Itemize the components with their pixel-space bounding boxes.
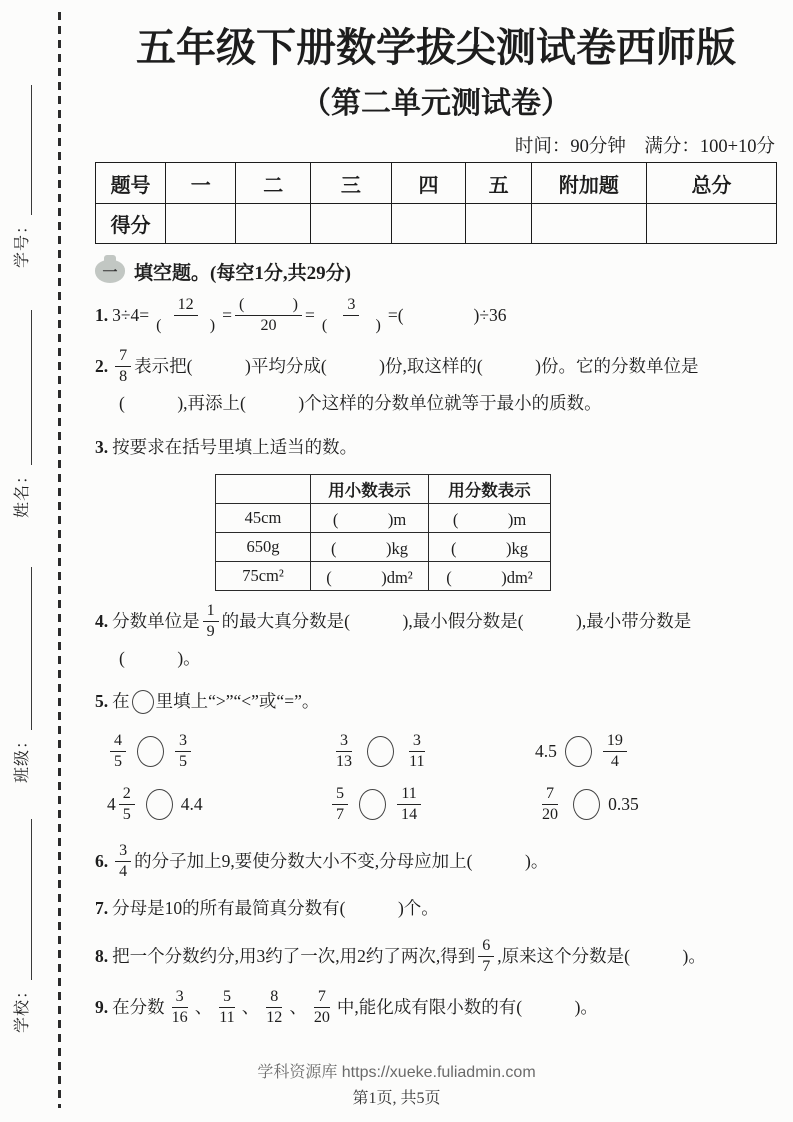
comparison-circle: [146, 789, 173, 820]
table-header-cell: 二: [236, 163, 311, 204]
comparison-item: [535, 731, 777, 772]
margin-field-student-id: [14, 85, 32, 268]
question-number: 4.: [95, 610, 109, 631]
question-6: [95, 841, 777, 882]
comparison-circle: [359, 789, 386, 820]
conversion-table-header-row: [216, 474, 551, 503]
time-score-info: 时间：90分钟 满分：100+10分: [514, 137, 775, 157]
question-text: [112, 892, 439, 925]
write-line: [29, 819, 32, 980]
fraction: $\frac{5}{11}$: [219, 987, 235, 1026]
text-run: 中,能化成有限小数的有( )。: [336, 996, 598, 1017]
section-title: 填空题。(每空1分,共29分): [134, 263, 351, 284]
table-header-cell: 用分数表示: [429, 474, 551, 503]
table-cell: [311, 204, 391, 244]
table-header-cell: 五: [466, 163, 531, 204]
text-run: =( )÷36: [387, 304, 507, 325]
table-cell: [646, 204, 776, 244]
comparison-item: [329, 784, 535, 825]
question-number: 1.: [95, 304, 109, 325]
table-cell: 650g: [216, 532, 311, 561]
question-2: [95, 346, 777, 420]
question-number: 2.: [95, 356, 109, 377]
fraction: $\frac{( )}{20}$: [235, 295, 302, 336]
text-run: 0.35: [608, 793, 639, 814]
question-number: 5.: [95, 691, 109, 712]
text-run: 的分子加上9,要使分数大小不变,分母应加上( )。: [134, 851, 549, 872]
question-text: [112, 936, 706, 977]
conversion-table-row: [216, 561, 551, 590]
question-7: [95, 892, 777, 925]
question-text: [112, 987, 598, 1028]
comparison-item: [535, 784, 777, 825]
fraction: $\frac{19}{4}$: [603, 731, 627, 772]
fraction: $\frac{3}{5}$: [175, 731, 191, 772]
table-cell: ( )m: [311, 503, 429, 532]
question-text: [112, 601, 691, 642]
table-cell: ( )dm²: [429, 561, 551, 590]
page-subtitle: （第二单元测试卷）: [301, 87, 571, 120]
score-table-score-row: [96, 204, 777, 244]
text-run: 、: [241, 996, 260, 1017]
unit-conversion-table: [215, 474, 551, 591]
section-badge-icon: 一: [95, 260, 125, 283]
write-line: [29, 85, 32, 215]
question-number: 7.: [95, 898, 109, 919]
fraction: $\frac{3}{16}$: [171, 987, 188, 1026]
question-number: 3.: [95, 436, 109, 457]
table-header-cell: 附加题: [531, 163, 646, 204]
page-title: 五年级下册数学拔尖测试卷西师版: [136, 25, 736, 70]
table-cell: ( )m: [429, 503, 551, 532]
fraction: $\frac{6}{7}$: [478, 936, 494, 977]
margin-field-label: 班级：: [14, 731, 31, 783]
question-number: 8.: [95, 945, 109, 966]
comparison-circle: [132, 690, 154, 714]
margin-field-label: 学校：: [14, 981, 31, 1033]
comparison-circle: [573, 789, 600, 820]
table-header-cell: 四: [391, 163, 466, 204]
question-text: [112, 841, 548, 882]
section-1-header: [95, 258, 777, 285]
comparison-circle: [565, 736, 592, 767]
text-run: =: [222, 304, 232, 325]
text-run: 4: [107, 793, 116, 814]
table-cell: [391, 204, 466, 244]
fraction: $\frac{5}{7}$: [332, 784, 348, 825]
question-text: [112, 295, 506, 336]
table-header-cell: 三: [311, 163, 391, 204]
table-header-cell: [216, 474, 311, 503]
score-row-label: 得分: [96, 204, 166, 244]
comparison-row: [95, 731, 777, 772]
margin-field-class: [14, 567, 32, 783]
comparison-circle: [137, 736, 164, 767]
text-run: 分数单位是: [112, 610, 200, 631]
comparison-circle: [367, 736, 394, 767]
table-cell: [166, 204, 236, 244]
fraction: $\frac{7}{20}$: [542, 784, 559, 823]
comparison-item: [329, 731, 535, 772]
table-cell: [531, 204, 646, 244]
table-cell: ( )kg: [429, 532, 551, 561]
text-run: 分母是10的所有最简真分数有( )个。: [112, 898, 439, 919]
conversion-table-row: [216, 503, 551, 532]
question-number: 6.: [95, 851, 109, 872]
dashed-cut-line: [58, 12, 61, 1108]
footer-site-url: 学科资源库 https://xueke.fuliadmin.com: [257, 1064, 536, 1081]
fraction: $\frac{8}{12}$: [266, 987, 283, 1026]
table-header-cell: 题号: [96, 163, 166, 204]
fraction: $\frac{2}{5}$: [119, 784, 135, 825]
margin-field-school: [14, 819, 32, 1033]
question-text: [112, 346, 698, 387]
write-line: [29, 310, 32, 465]
question-5: [95, 685, 777, 825]
page-footer: [0, 1059, 793, 1108]
fraction: $\frac{3}{11}$: [409, 731, 425, 770]
text-run: 的最大真分数是( ),最小假分数是( ),最小带分数是: [221, 610, 692, 631]
table-cell: 75cm²: [216, 561, 311, 590]
table-cell: [236, 204, 311, 244]
table-header-cell: 一: [166, 163, 236, 204]
fraction: $\frac{12}{( )}$: [156, 296, 216, 335]
text-run: =: [304, 304, 315, 325]
table-cell: ( )dm²: [311, 561, 429, 590]
text-run: 在分数: [112, 996, 165, 1017]
main-content: [95, 0, 777, 1028]
question-1: [95, 295, 777, 336]
text-run: 在: [112, 691, 130, 712]
margin-field-label: 姓名：: [14, 466, 31, 518]
comparison-row: [95, 784, 777, 825]
fraction: $\frac{1}{9}$: [203, 601, 219, 642]
text-run: 4.5: [535, 740, 557, 761]
comparison-item: [107, 784, 329, 825]
text-run: 表示把( )平均分成( )份,取这样的( )份。它的分数单位是: [134, 356, 699, 377]
question-text: [112, 685, 319, 718]
write-line: [29, 567, 32, 730]
fraction: $\frac{3}{( )}$: [321, 296, 381, 335]
score-table: [95, 162, 777, 244]
question-9: [95, 987, 777, 1028]
footer-page-number: 第1页, 共5页: [352, 1090, 441, 1107]
text-run: ,原来这个分数是( )。: [497, 945, 706, 966]
text-run: 、: [194, 996, 213, 1017]
question-8: [95, 936, 777, 977]
question-text-line2: ( )。: [119, 648, 201, 669]
text-run: 4.4: [180, 793, 203, 814]
question-4: [95, 601, 777, 675]
text-run: 、: [289, 996, 307, 1017]
table-header-cell: 用小数表示: [311, 474, 429, 503]
score-table-header-row: [96, 163, 777, 204]
question-text-line2: ( ),再添上( )个这样的分数单位就等于最小的质数。: [119, 393, 602, 414]
margin-field-label: 学号：: [14, 216, 31, 268]
comparison-item: [107, 731, 329, 772]
fraction: $\frac{7}{20}$: [313, 987, 330, 1026]
table-cell: ( )kg: [311, 532, 429, 561]
fraction: $\frac{11}{14}$: [397, 784, 421, 825]
text-run: 里填上“>”“<”或“=”。: [155, 691, 320, 712]
table-header-cell: 总分: [646, 163, 776, 204]
fraction: $\frac{7}{8}$: [115, 346, 131, 387]
margin-field-name: [14, 310, 32, 518]
conversion-table-row: [216, 532, 551, 561]
question-3: [95, 431, 777, 591]
question-number: 9.: [95, 996, 109, 1017]
table-cell: 45cm: [216, 503, 311, 532]
question-text: 按要求在括号里填上适当的数。: [112, 436, 358, 457]
table-cell: [466, 204, 531, 244]
fraction: $\frac{3}{13}$: [336, 731, 353, 770]
fraction: $\frac{4}{5}$: [110, 731, 126, 772]
text-run: 3÷4=: [112, 304, 150, 325]
fraction: $\frac{3}{4}$: [115, 841, 131, 882]
text-run: 把一个分数约分,用3约了一次,用2约了两次,得到: [112, 945, 476, 966]
